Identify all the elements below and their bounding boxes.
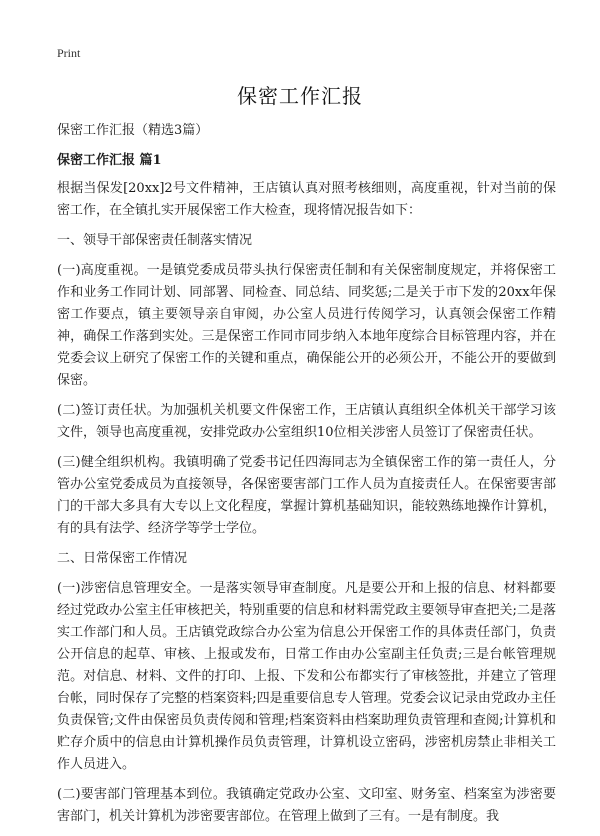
document-body [57, 120, 556, 836]
paragraph-5: (二)要害部门管理基本到位。我镇确定党政办公室、文印室、财务室、档案室为涉密要害部门，机关计算机为涉密要害部位。在管理上做到了三有。一是有制度。我 [57, 787, 556, 824]
section-heading-2: 二、日常保密工作情况 [57, 551, 188, 566]
paragraph-4: (一)涉密信息管理安全。一是落实领导审查制度。凡是要公开和上报的信息、材料都要经过党政办公室主任审核把关，特别重要的信息和材料需党政主要领导审查把关;二是落实工作部门和人员。王店镇党政综合办公室为信息公开保密工作的具体责任部门，负责公开信息的起草、审核、上报或发布，日常工作由办公室副主任负责;三是台帐管理规范。对信息、材料、文件的打印、上报、下发和公布都实行了审核签批，并建立了管理台帐，同时保存了完整的档案资料;四是重要信息专人管理。党委会议记录由党政办主任负责保管;文件由保密员负责传阅和管理;档案资料由档案助理负责管理和查阅;计算机和贮存介质中的信息由计算机操作员负责管理，计算机设立密码，涉密机房禁止非相关工作人员进入。 [57, 581, 556, 772]
page-title: 保密工作汇报 [237, 84, 363, 108]
section-heading-1: 一、领导干部保密责任制落实情况 [57, 233, 253, 248]
article-heading: 保密工作汇报 篇1 [57, 153, 162, 168]
paragraph-3: (三)健全组织机构。我镇明确了党委书记任四海同志为全镇保密工作的第一责任人，分管办公室党委成员为直接领导，各保密要害部门工作人员为直接责任人。在保密要害部门的干部大多具有大专以上文化程度，掌握计算机基础知识，能较熟练地操作计算机，有的具有法学、经济学等学士学位。 [57, 455, 556, 536]
paragraph-1: (一)高度重视。一是镇党委成员带头执行保密责任制和有关保密制度规定，并将保密工作和业务工作同计划、同部署、同检查、同总结、同奖惩;二是关于市下发的20xx年保密工作要点，镇主要领导亲自审阅，办公室人员进行传阅学习，认真领会保密工作精神，确保工作落到实处。三是保密工作同市同步纳入本地年度综合目标管理内容，并在党委会议上研究了保密工作的关键和重点，确保能公开的必须公开，不能公开的要做到保密。 [57, 263, 556, 388]
intro-paragraph: 根据当保发[20xx]2号文件精神，王店镇认真对照考核细则，高度重视，针对当前的保密工作，在全镇扎实开展保密工作大检查，现将情况报告如下： [57, 181, 556, 218]
print-link[interactable]: Print [57, 46, 81, 60]
paragraph-2: (二)签订责任状。为加强机关机要文件保密工作，王店镇认真组织全体机关干部学习该文件，领导也高度重视，安排党政办公室组织10位相关涉密人员签订了保密责任状。 [57, 403, 556, 440]
subtitle: 保密工作汇报（精选3篇） [57, 123, 209, 138]
